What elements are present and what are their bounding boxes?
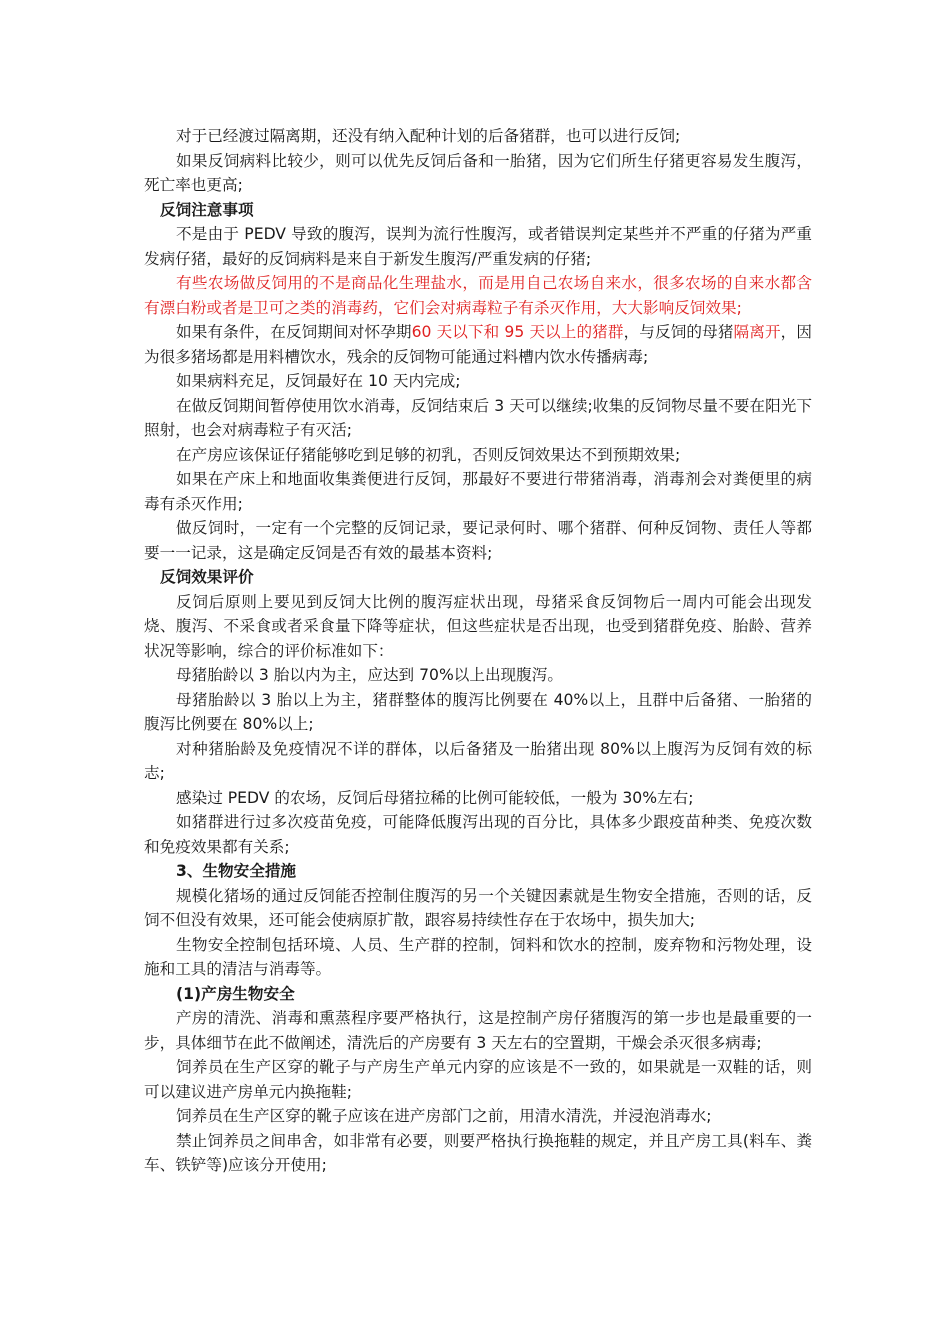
paragraph: 母猪胎龄以 3 胎以内为主，应达到 70%以上出现腹泻。 bbox=[176, 666, 563, 684]
paragraph: 饲养员在生产区穿的靴子与产房生产单元内穿的应该是不一致的，如果就是一双鞋的话，则可以建议进产房单元内换拖鞋; bbox=[144, 1058, 812, 1101]
text-run: 如果有条件，在反饲期间对怀孕期 bbox=[176, 323, 412, 341]
section-heading: (1)产房生物安全 bbox=[176, 984, 295, 1003]
paragraph: 做反饲时，一定有一个完整的反饲记录，要记录何时、哪个猪群、何种反饲物、责任人等都要一一记录，这是确定反饲是否有效的最基本资料; bbox=[144, 519, 812, 562]
paragraph: 生物安全控制包括环境、人员、生产群的控制，饲料和饮水的控制，废弃物和污物处理，设施和工具的清洁与消毒等。 bbox=[144, 935, 812, 978]
paragraph: 如猪群进行过多次疫苗免疫，可能降低腹泻出现的百分比，具体多少跟疫苗种类、免疫次数和免疫效果都有关系; bbox=[144, 813, 812, 856]
highlighted-text: 60 天以下和 95 天以上的猪群 bbox=[411, 323, 624, 341]
paragraph: 规模化猪场的通过反饲能否控制住腹泻的另一个关键因素就是生物安全措施，否则的话，反饲不但没有效果，还可能会使病原扩散，跟容易持续性存在于农场中，损失加大; bbox=[144, 886, 812, 929]
highlighted-paragraph: 有些农场做反饲用的不是商品化生理盐水，而是用自己农场自来水，很多农场的自来水都含有漂白粉或者是卫可之类的消毒药，它们会对病毒粒子有杀灭作用，大大影响反饲效果; bbox=[144, 274, 812, 317]
paragraph: 如果病料充足，反饲最好在 10 天内完成; bbox=[176, 372, 461, 390]
paragraph-mixed bbox=[144, 320, 812, 369]
paragraph: 饲养员在生产区穿的靴子应该在进产房部门之前，用清水清洗，并浸泡消毒水; bbox=[176, 1107, 712, 1125]
paragraph: 如果反饲病料比较少，则可以优先反饲后备和一胎猪，因为它们所生仔猪更容易发生腹泻，死亡率也更高; bbox=[144, 151, 812, 194]
section-heading: 反饲效果评价 bbox=[160, 568, 254, 586]
paragraph: 母猪胎龄以 3 胎以上为主，猪群整体的腹泻比例要在 40%以上，且群中后备猪、一胎猪的腹泻比例要在 80%以上; bbox=[144, 690, 812, 733]
text-run: ，因为很多猪场都是用料槽饮水，残余的反饲物可能通过料槽内饮水传播病毒; bbox=[144, 323, 812, 366]
paragraph: 在做反饲期间暂停使用饮水消毒，反饲结束后 3 天可以继续;收集的反饲物尽量不要在阳光下照射，也会对病毒粒子有灭活; bbox=[144, 396, 812, 439]
paragraph: 感染过 PEDV 的农场，反饲后母猪拉稀的比例可能较低，一般为 30%左右; bbox=[176, 788, 694, 807]
section-heading: 3、生物安全措施 bbox=[176, 862, 297, 880]
paragraph: 如果在产床上和地面收集粪便进行反饲，那最好不要进行带猪消毒，消毒剂会对粪便里的病毒有杀灭作用; bbox=[144, 470, 812, 513]
paragraph: 反饲后原则上要见到反饲大比例的腹泻症状出现，母猪采食反饲物后一周内可能会出现发烧、腹泻、不采食或者采食量下降等症状，但这些症状是否出现，也受到猪群免疫、胎龄、营养状况等影响，综合的评价标准如下： bbox=[144, 592, 812, 660]
text-run: ，与反饲的母猪 bbox=[623, 323, 734, 341]
paragraph: 不是由于 PEDV 导致的腹泻，误判为流行性腹泻，或者错误判定某些并不严重的仔猪为严重发病仔猪，最好的反饲病料是来自于新发生腹泻/严重发病的仔猪; bbox=[144, 225, 812, 268]
paragraph: 禁止饲养员之间串舍，如非常有必要，则要严格执行换拖鞋的规定，并且产房工具(料车、粪车、铁铲等)应该分开使用; bbox=[144, 1131, 812, 1174]
highlighted-text: 隔离开 bbox=[733, 323, 781, 341]
paragraph: 产房的清洗、消毒和熏蒸程序要严格执行，这是控制产房仔猪腹泻的第一步也是最重要的一步，具体细节在此不做阐述，清洗后的产房要有 3 天左右的空置期，干燥会杀灭很多病毒; bbox=[144, 1009, 812, 1052]
document-body bbox=[144, 124, 812, 1178]
paragraph: 对种猪胎龄及免疫情况不详的群体，以后备猪及一胎猪出现 80%以上腹泻为反饲有效的标志; bbox=[144, 739, 812, 782]
section-heading: 反饲注意事项 bbox=[160, 200, 254, 219]
paragraph: 对于已经渡过隔离期，还没有纳入配种计划的后备猪群，也可以进行反饲; bbox=[176, 127, 681, 145]
paragraph: 在产房应该保证仔猪能够吃到足够的初乳，否则反饲效果达不到预期效果; bbox=[176, 445, 681, 464]
